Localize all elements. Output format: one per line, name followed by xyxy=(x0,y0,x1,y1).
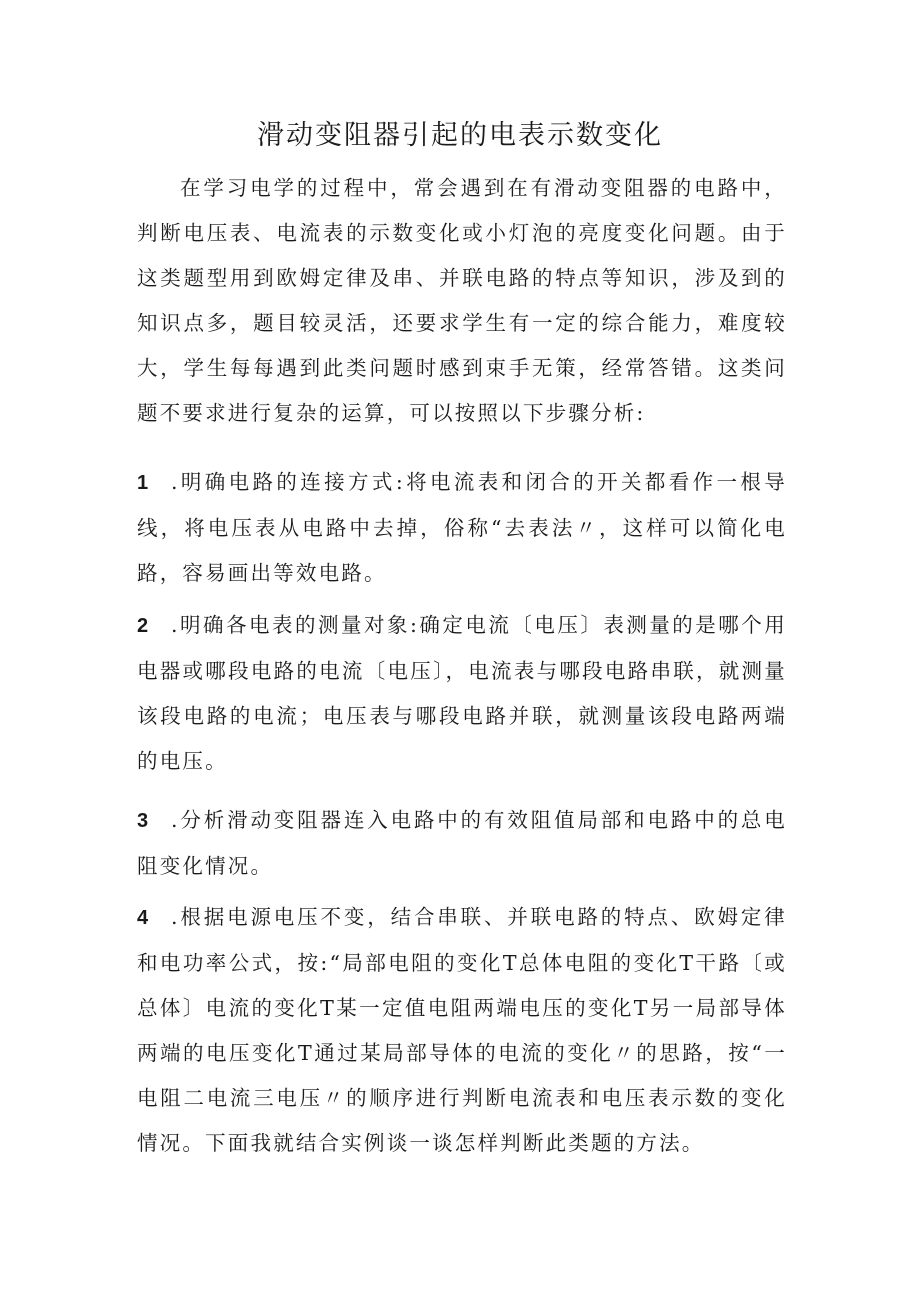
step-text-4: .根据电源电压不变，结合串联、并联电路的特点、欧姆定律和电功率公式，按:“局部电阻的变化T总体电阻的变化T干路〔或总体〕电流的变化T某一定值电阻两端电压的变化T另一局部导体两端的电压变化T通过某局部导体的电流的变化〃的思路，按“一电阻二电流三电压〃的顺序进行判断电流表和电压表示数的变化情况。下面我就结合实例谈一谈怎样判断此类题的方法。 xyxy=(137,905,787,1155)
step-text-2: .明确各电表的测量对象:确定电流〔电压〕表测量的是哪个用电器或哪段电路的电流〔电压〕，电流表与哪段电路串联，就测量该段电路的电流；电压表与哪段电路并联，就测量该段电路两端的电压。 xyxy=(137,613,787,773)
step-item-2 xyxy=(137,603,787,784)
step-item-4 xyxy=(137,895,787,1166)
step-item-3 xyxy=(137,798,787,889)
step-number-4: 4 xyxy=(137,907,149,929)
document-title: 滑动变阻器引起的电表示数变化 xyxy=(257,120,663,151)
step-number-1: 1 xyxy=(137,472,149,494)
step-text-1: .明确电路的连接方式:将电流表和闭合的开关都看作一根导线，将电压表从电路中去掉，俗称“去表法〃，这样可以简化电路，容易画出等效电路。 xyxy=(137,470,787,585)
step-item-1 xyxy=(137,460,787,596)
step-number-2: 2 xyxy=(137,615,149,637)
step-text-3: .分析滑动变阻器连入电路中的有效阻值局部和电路中的总电阻变化情况。 xyxy=(137,808,787,878)
intro-paragraph: 在学习电学的过程中，常会遇到在有滑动变阻器的电路中，判断电压表、电流表的示数变化或小灯泡的亮度变化问题。由于这类题型用到欧姆定律及串、并联电路的特点等知识，涉及到的知识点多，题目较灵活，还要求学生有一定的综合能力，难度较大，学生每每遇到此类问题时感到束手无策，经常答错。这类问题不要求进行复杂的运算，可以按照以下步骤分析: xyxy=(137,176,787,425)
step-number-3: 3 xyxy=(137,810,149,832)
